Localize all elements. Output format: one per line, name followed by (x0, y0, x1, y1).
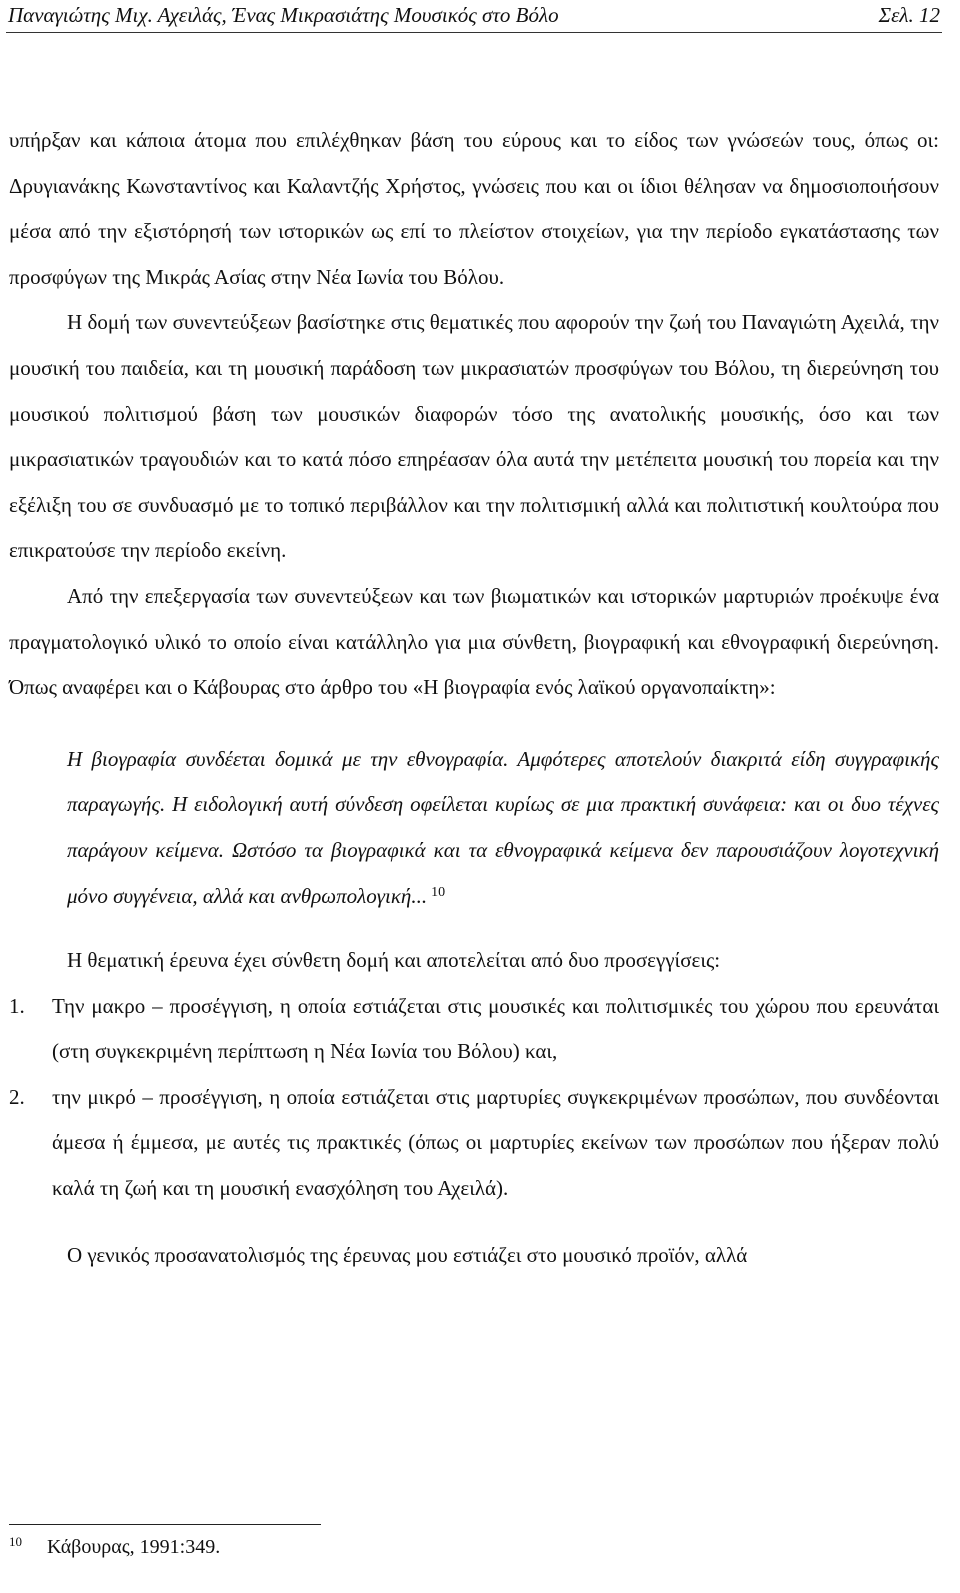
list-item-text: Την μακρο – προσέγγιση, η οποία εστιάζεται στις μουσικές και πολιτισμικές του χώρου που ερευνάται (στη συγκεκριμένη περίπτωση η Νέα Ιωνία του Βόλου) και, (52, 993, 939, 1064)
list-item (9, 984, 939, 1075)
quote-text: Η βιογραφία συνδέεται δομικά με την εθνογραφία. Αμφότερες αποτελούν διακριτά είδη συγγραφικής παραγωγής. Η ειδολογική αυτή σύνδεση οφείλεται κυρίως σε μια πρακτική συνάφεια: και οι δυο τέχνες παράγουν κείμενα. Ωστόσο τα βιογραφικά και τα εθνογραφικά κείμενα δεν παρουσιάζουν λογοτεχνική μόνο συγγένεια, αλλά και ανθρωπολογική... (67, 746, 939, 908)
list-number: 1. (9, 993, 25, 1018)
footnote-number: 10 (9, 1534, 22, 1549)
block-quote (67, 737, 939, 919)
approaches-list (9, 984, 939, 1212)
list-number: 2. (9, 1084, 25, 1109)
paragraph-1: υπήρξαν και κάποια άτομα που επιλέχθηκαν βάση του εύρους και το είδος των γνώσεών τους, όπως οι: Δρυγιανάκης Κωνσταντίνος και Καλαντζής Χρήστος, γνώσεις που και οι ίδιοι θέλησαν να δημοσιοποιήσουν μέσα από την εξιστόρησή των ιστορικών ως επί το πλείστον στοιχείων, για την περίοδο εγκατάστασης των προσφύγων της Μικράς Ασίας στην Νέα Ιωνία του Βόλου. (9, 128, 939, 289)
footnote-reference[interactable]: 10 (431, 884, 446, 900)
paragraph-2: Η δομή των συνεντεύξεων βασίστηκε στις θεματικές που αφορούν την ζωή του Παναγιώτη Αχειλά, την μουσική του παιδεία, και τη μουσική παράδοση των μικρασιατών προσφύγων του Βόλου, τη διερεύνηση του μουσικού πολιτισμού βάση των μουσικών διαφορών τόσο της ανατολικής μουσικής, όσο και των μικρασιατικών τραγουδιών και το κατά πόσο επηρέασαν όλα αυτά την μετέπειτα μουσική του πορεία και την εξέλιξη του σε συνδυασμό με το τοπικό περιβάλλον και την πολιτισμική αλλά και πολιτιστική κουλτούρα που επικρατούσε την περίοδο εκείνη. (9, 310, 939, 563)
list-item (9, 1075, 939, 1212)
list-intro: Η θεματική έρευνα έχει σύνθετη δομή και αποτελείται από δυο προσεγγίσεις: (67, 948, 721, 973)
final-paragraph: Ο γενικός προσανατολισμός της έρευνας μου εστιάζει στο μουσικό προϊόν, αλλά (67, 1242, 748, 1267)
header-title: Παναγιώτης Μιχ. Αχειλάς, Ένας Μικρασιάτης Μουσικός στο Βόλο (8, 3, 559, 27)
paragraph-3: Από την επεξεργασία των συνεντεύξεων και των βιωματικών και ιστορικών μαρτυριών προέκυψε ένα πραγματολογικό υλικό το οποίο είναι κατάλληλο για μια σύνθετη, βιογραφική και εθνογραφική διερεύνηση. Όπως αναφέρει και ο Κάβουρας στο άρθρο του «Η βιογραφία ενός λαϊκού οργανοπαίκτη»: (9, 583, 939, 700)
footnote-text: Κάβουρας, 1991:349. (47, 1536, 221, 1558)
footnote-divider (9, 1524, 321, 1525)
document-body (9, 118, 939, 1278)
footnote (9, 1536, 220, 1559)
list-item-text: την μικρό – προσέγγιση, η οποία εστιάζεται στις μαρτυρίες συγκεκριμένων προσώπων, που συνδέονται άμεσα ή έμμεσα, με αυτές τις πρακτικές (όπως οι μαρτυρίες εκείνων των προσώπων που ήξεραν πολύ καλά τη ζωή και τη μουσική ενασχόληση του Αχειλά). (52, 1084, 939, 1201)
header-divider (6, 32, 942, 33)
page-number: Σελ. 12 (878, 3, 940, 27)
page-header (8, 0, 940, 34)
